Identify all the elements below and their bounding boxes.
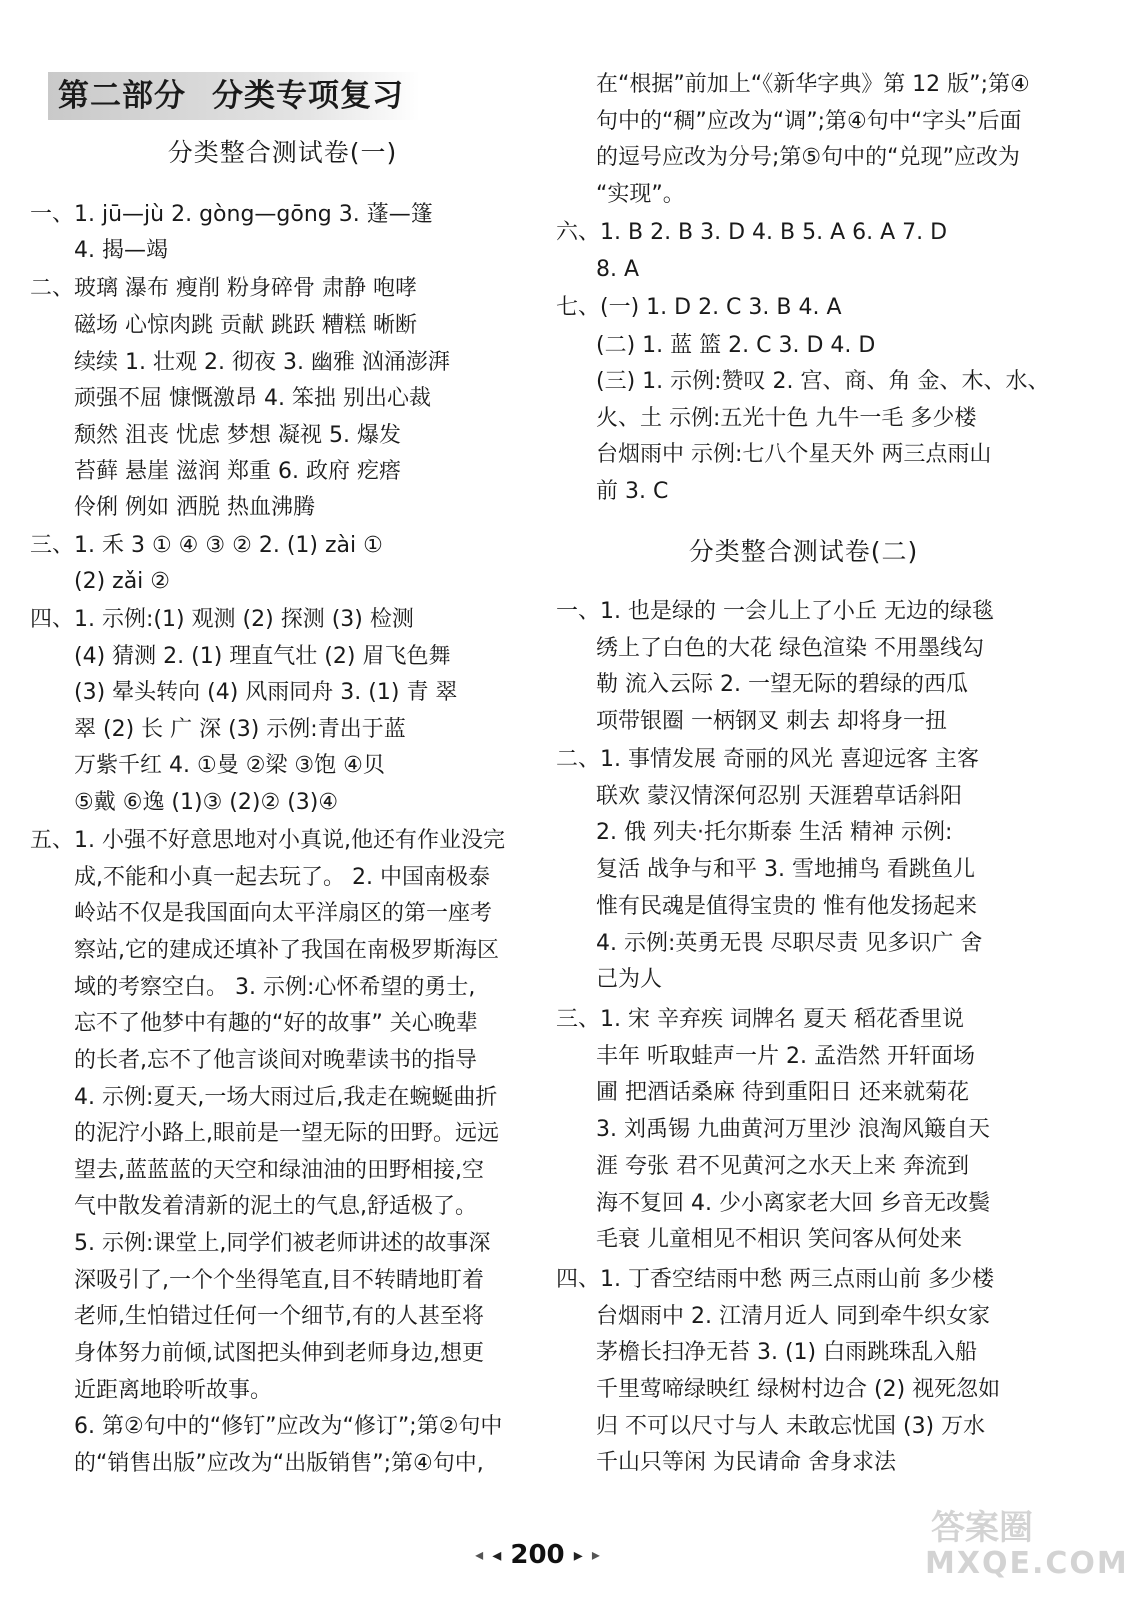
answer-line: 复活 战争与和平 3. 雪地捕鸟 看跳鱼儿 bbox=[596, 857, 975, 882]
answer-line: 涯 夸张 君不见黄河之水天上来 奔流到 bbox=[596, 1154, 969, 1179]
answer-line: 三、1. 禾 3 ① ④ ③ ② 2. (1) zài ① bbox=[30, 533, 383, 558]
answer-line: 台烟雨中 示例:七八个星天外 两三点雨山 bbox=[596, 442, 992, 467]
answer-line: (4) 猜测 2. (1) 理直气壮 (2) 眉飞色舞 bbox=[74, 644, 451, 669]
answer-line: 成,不能和小真一起去玩了。 2. 中国南极泰 bbox=[74, 865, 490, 890]
answer-line: 一、1. 也是绿的 一会儿上了小丘 无边的绿毯 bbox=[556, 599, 994, 624]
section-label: 分类专项复习 bbox=[212, 78, 404, 114]
answer-line: 4. 揭—竭 bbox=[74, 238, 168, 263]
answer-line: 苔藓 悬崖 滋润 郑重 6. 政府 疙瘩 bbox=[74, 459, 401, 484]
answer-line: 身体努力前倾,试图把头伸到老师身边,想更 bbox=[74, 1341, 484, 1366]
section-heading: 分类整合测试卷(二) bbox=[688, 537, 919, 566]
answer-line: 老师,生怕错过任何一个细节,有的人甚至将 bbox=[74, 1304, 484, 1329]
answer-line: 毛衰 儿童相见不相识 笑问客从何处来 bbox=[596, 1227, 962, 1252]
answer-line: 归 不可以尺寸与人 未敢忘忧国 (3) 万水 bbox=[596, 1414, 986, 1439]
answer-line: 丰年 听取蛙声一片 2. 孟浩然 开轩面场 bbox=[596, 1044, 975, 1069]
answer-line: 4. 示例:英勇无畏 尽职尽责 见多识广 舍 bbox=[596, 931, 983, 956]
answer-line: 的长者,忘不了他言谈间对晚辈读书的指导 bbox=[74, 1048, 477, 1073]
answer-line: 气中散发着清新的泥土的气息,舒适极了。 bbox=[74, 1194, 477, 1219]
answer-line: 五、1. 小强不好意思地对小真说,他还有作业没完 bbox=[30, 828, 505, 853]
answer-line: 翠 (2) 长 广 深 (3) 示例:青出于蓝 bbox=[74, 717, 406, 742]
next-page-icon[interactable]: ▸ bbox=[573, 1545, 583, 1566]
answer-line: 联欢 蒙汉情深何忍别 天涯碧草话斜阳 bbox=[596, 784, 962, 809]
answer-line: 望去,蓝蓝蓝的天空和绿油油的田野相接,空 bbox=[74, 1158, 484, 1183]
answer-line: (二) 1. 蓝 篮 2. C 3. D 4. D bbox=[596, 333, 876, 358]
answer-line: 二、1. 事情发展 奇丽的风光 喜迎远客 主客 bbox=[556, 747, 979, 772]
answer-line: 伶俐 例如 洒脱 热血沸腾 bbox=[74, 495, 315, 520]
answer-line: 四、1. 示例:(1) 观测 (2) 探测 (3) 检测 bbox=[30, 607, 414, 632]
answer-line: 5. 示例:课堂上,同学们被老师讲述的故事深 bbox=[74, 1231, 491, 1256]
answer-line: 察站,它的建成还填补了我国在南极罗斯海区 bbox=[74, 938, 499, 963]
answer-line: 的泥泞小路上,眼前是一望无际的田野。远远 bbox=[74, 1121, 499, 1146]
prev-page-icon[interactable]: ◂ bbox=[492, 1545, 502, 1566]
answer-line: 前 3. C bbox=[596, 479, 669, 504]
answer-line: 颓然 沮丧 忧虑 梦想 凝视 5. 爆发 bbox=[74, 423, 401, 448]
answer-line: 岭站不仅是我国面向太平洋扇区的第一座考 bbox=[74, 901, 493, 926]
answer-line: 的“销售出版”应改为“出版销售”;第④句中, bbox=[74, 1451, 484, 1476]
answer-line: 七、(一) 1. D 2. C 3. B 4. A bbox=[556, 295, 842, 320]
answer-line: 一、1. jū—jù 2. gòng—gōng 3. 蓬—篷 bbox=[30, 202, 433, 227]
answer-line: 的逗号应改为分号;第⑤句中的“兑现”应改为 bbox=[596, 145, 1020, 170]
answer-line: 惟有民魂是值得宝贵的 惟有他发扬起来 bbox=[596, 894, 977, 919]
next-arrow-icon: ▸ bbox=[591, 1545, 600, 1564]
answer-line: 勒 流入云际 2. 一望无际的碧绿的西瓜 bbox=[596, 672, 968, 697]
answer-line: 万紫千红 4. ①曼 ②梁 ③饱 ④贝 bbox=[74, 753, 385, 778]
answer-line: 千里莺啼绿映红 绿树村边合 (2) 视死忽如 bbox=[596, 1377, 1001, 1402]
answer-line: 火、土 示例:五光十色 九牛一毛 多少楼 bbox=[596, 406, 977, 431]
prev-arrow-icon: ◂ bbox=[475, 1545, 484, 1564]
watermark-url: MXQE.COM bbox=[925, 1546, 1129, 1581]
watermark-text: 答案圈 bbox=[931, 1508, 1033, 1548]
answer-line: 6. 第②句中的“修钉”应改为“修订”;第②句中 bbox=[74, 1414, 503, 1439]
answer-line: 茅檐长扫净无苔 3. (1) 白雨跳珠乱入船 bbox=[596, 1340, 978, 1365]
answer-line: (3) 晕头转向 (4) 风雨同舟 3. (1) 青 翠 bbox=[74, 680, 458, 705]
watermark-logo bbox=[921, 1500, 1129, 1590]
answer-line: 海不复回 4. 少小离家老大回 乡音无改鬓 bbox=[596, 1191, 990, 1216]
answer-line: 绣上了白色的大花 绿色渲染 不用墨线勾 bbox=[596, 636, 984, 661]
part-title bbox=[48, 72, 420, 120]
answer-line: 二、玻璃 瀑布 瘦削 粉身碎骨 肃静 咆哮 bbox=[30, 276, 417, 301]
answer-line: 近距离地聆听故事。 bbox=[74, 1378, 273, 1403]
answer-line: 台烟雨中 2. 江清月近人 同到牵牛织女家 bbox=[596, 1304, 990, 1329]
answer-line: 2. 俄 列夫·托尔斯泰 生活 精神 示例: bbox=[596, 820, 953, 845]
answer-line: 项带银圈 一柄钢叉 刺去 却将身一扭 bbox=[596, 709, 947, 734]
answer-line: 8. A bbox=[596, 257, 640, 282]
answer-line: 四、1. 丁香空结雨中愁 两三点雨山前 多少楼 bbox=[556, 1267, 994, 1292]
answer-line: 句中的“稠”应改为“调”;第④句中“字头”后面 bbox=[596, 109, 1022, 134]
page-footer bbox=[0, 1540, 1075, 1570]
answer-line: 千山只等闲 为民请命 舍身求法 bbox=[596, 1450, 896, 1475]
page-number: 200 bbox=[510, 1540, 565, 1570]
answer-line: 三、1. 宋 辛弃疾 词牌名 夏天 稻花香里说 bbox=[556, 1007, 964, 1032]
answer-line: 磁场 心惊肉跳 贡献 跳跃 糟糕 晰断 bbox=[74, 313, 417, 338]
answer-line: “实现”。 bbox=[596, 182, 685, 207]
section-heading: 分类整合测试卷(一) bbox=[167, 138, 398, 167]
answer-line: 顽强不屈 慷慨激昂 4. 笨拙 别出心裁 bbox=[74, 386, 431, 411]
answer-line: 4. 示例:夏天,一场大雨过后,我走在蜿蜒曲折 bbox=[74, 1085, 498, 1110]
answer-line: 六、1. B 2. B 3. D 4. B 5. A 6. A 7. D bbox=[556, 220, 948, 245]
answer-line: 圃 把酒话桑麻 待到重阳日 还来就菊花 bbox=[596, 1080, 969, 1105]
answer-line: (2) zǎi ② bbox=[74, 569, 171, 594]
answer-line: 在“根据”前加上“《新华字典》第 12 版”;第④ bbox=[596, 72, 1030, 97]
answer-line: ⑤戴 ⑥逸 (1)③ (2)② (3)④ bbox=[74, 790, 339, 815]
answer-line: 深吸引了,一个个坐得笔直,目不转睛地盯着 bbox=[74, 1268, 484, 1293]
answer-line: 续续 1. 壮观 2. 彻夜 3. 幽雅 汹涌澎湃 bbox=[74, 350, 450, 375]
answer-line: 己为人 bbox=[596, 967, 663, 992]
answer-line: 域的考察空白。 3. 示例:心怀希望的勇士, bbox=[74, 975, 476, 1000]
answer-line: (三) 1. 示例:赞叹 2. 宫、商、角 金、木、水、 bbox=[596, 369, 1050, 394]
answer-line: 3. 刘禹锡 九曲黄河万里沙 浪淘风簸自天 bbox=[596, 1117, 990, 1142]
part-label: 第二部分 bbox=[58, 78, 186, 114]
answer-line: 忘不了他梦中有趣的“好的故事” 关心晚辈 bbox=[74, 1011, 478, 1036]
